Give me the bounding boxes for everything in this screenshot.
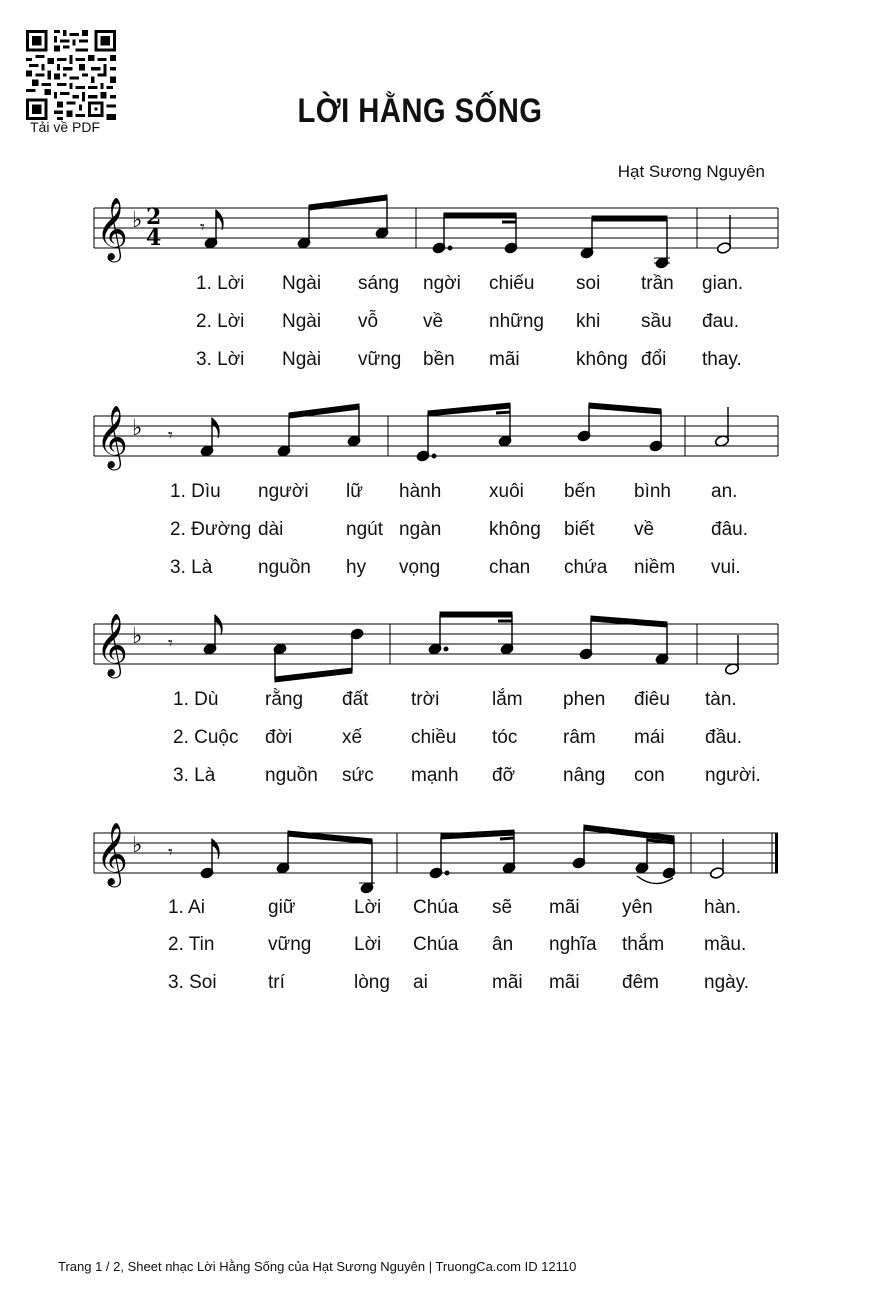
lyric-line-system-4-verse-2 xyxy=(0,934,875,958)
staff-2 xyxy=(94,393,784,488)
lyric-syllable: trí xyxy=(268,972,285,993)
eighth-rest-icon: 𝄾 xyxy=(200,217,205,238)
lyric-line-system-2-verse-1 xyxy=(0,481,875,505)
lyric-syllable: những xyxy=(489,311,544,332)
lyric-syllable: bền xyxy=(423,349,455,370)
notes xyxy=(204,195,732,269)
lyric-syllable: soi xyxy=(576,273,601,294)
treble-clef-icon: 𝄞 xyxy=(96,197,128,260)
lyric-syllable: 1. Dìu xyxy=(170,481,221,502)
lyric-syllable: ngàn xyxy=(399,519,442,540)
lyric-syllable: đầu. xyxy=(705,727,742,748)
lyric-syllable: mầu. xyxy=(704,934,747,955)
staff-4 xyxy=(94,810,784,905)
lyric-syllable: Chúa xyxy=(413,897,459,918)
lyric-line-system-4-verse-1 xyxy=(0,897,875,921)
lyric-syllable: Lời xyxy=(354,934,382,955)
lyric-syllable: sẽ xyxy=(492,897,513,918)
lyric-syllable: xuôi xyxy=(489,481,524,502)
lyric-syllable: đêm xyxy=(622,972,659,993)
lyric-line-system-3-verse-1 xyxy=(0,689,875,713)
lyric-line-system-1-verse-3 xyxy=(0,349,875,373)
lyric-syllable: rằng xyxy=(265,689,304,710)
lyric-syllable: ai xyxy=(413,972,428,993)
lyric-syllable: 3. Là xyxy=(170,557,213,578)
notes xyxy=(203,612,740,682)
staff-3 xyxy=(94,601,784,696)
lyric-syllable: vui. xyxy=(711,557,741,578)
staff-1 xyxy=(94,185,784,280)
lyric-syllable: chứa xyxy=(564,557,608,578)
lyric-syllable: lòng xyxy=(354,972,390,993)
lyric-syllable: hành xyxy=(399,481,442,502)
song-title: LỜI HẰNG SỐNG xyxy=(297,92,543,130)
lyric-syllable: nguồn xyxy=(258,557,311,578)
page-footer: Trang 1 / 2, Sheet nhạc Lời Hằng Sống của Hạt Sương Nguyên | TruongCa.com ID 12110 xyxy=(58,1259,577,1274)
lyric-syllable: gian. xyxy=(702,273,744,294)
lyric-syllable: đất xyxy=(342,689,369,710)
lyric-syllable: niềm xyxy=(634,557,676,578)
treble-clef-icon: 𝄞 xyxy=(96,822,128,885)
lyric-syllable: chiếu xyxy=(489,273,535,294)
lyric-syllable: nâng xyxy=(563,765,606,786)
lyric-syllable: 2. Tin xyxy=(168,934,215,955)
composer: Hạt Sương Nguyên xyxy=(617,162,765,181)
flat-key-signature-icon: ♭ xyxy=(132,624,143,649)
lyric-syllable: con xyxy=(634,765,665,786)
lyric-syllable: 2. Cuộc xyxy=(173,727,239,748)
lyric-syllable: mái xyxy=(634,727,665,748)
lyric-syllable: phen xyxy=(563,689,606,710)
lyric-syllable: đau. xyxy=(702,311,739,332)
lyric-syllable: ngút xyxy=(346,519,383,540)
lyric-syllable: về xyxy=(634,519,655,540)
lyric-syllable: trời xyxy=(411,689,440,710)
lyric-syllable: mãi xyxy=(549,897,580,918)
lyric-syllable: chiều xyxy=(411,727,457,748)
lyric-syllable: vọng xyxy=(399,557,441,578)
lyric-line-system-3-verse-2 xyxy=(0,727,875,751)
lyric-syllable: mãi xyxy=(489,349,520,370)
lyric-syllable: sáng xyxy=(358,273,400,294)
lyric-syllable: giữ xyxy=(268,897,296,918)
lyric-syllable: lữ xyxy=(346,481,363,502)
lyric-syllable: người xyxy=(258,481,309,502)
lyric-syllable: biết xyxy=(564,519,595,540)
staff-system-1 xyxy=(94,185,784,280)
lyric-syllable: vững xyxy=(358,349,402,370)
lyric-syllable: không xyxy=(489,519,541,540)
staff-system-4 xyxy=(94,810,784,905)
notes xyxy=(200,825,725,894)
lyric-syllable: Chúa xyxy=(413,934,459,955)
lyric-syllable: mãi xyxy=(492,972,523,993)
staff-system-3 xyxy=(94,601,784,696)
eighth-rest-icon: 𝄾 xyxy=(168,633,173,654)
treble-clef-icon: 𝄞 xyxy=(96,613,128,676)
lyric-syllable: sức xyxy=(342,765,374,786)
lyric-syllable: xế xyxy=(342,727,363,748)
staff-system-2 xyxy=(94,393,784,488)
lyric-syllable: 2. Đường xyxy=(170,519,252,540)
lyric-syllable: khi xyxy=(576,311,601,332)
lyric-syllable: bình xyxy=(634,481,671,502)
lyric-syllable: 3. Là xyxy=(173,765,216,786)
lyric-syllable: hàn. xyxy=(704,897,741,918)
eighth-rest-icon: 𝄾 xyxy=(168,425,173,446)
treble-clef-icon: 𝄞 xyxy=(96,405,128,468)
time-signature-top: 2 xyxy=(146,204,162,230)
lyric-syllable: bến xyxy=(564,481,596,502)
lyric-line-system-2-verse-2 xyxy=(0,519,875,543)
lyric-syllable: vỗ xyxy=(358,311,379,332)
lyric-line-system-4-verse-3 xyxy=(0,972,875,996)
lyric-syllable: an. xyxy=(711,481,738,502)
lyric-syllable: Ngài xyxy=(282,349,322,370)
lyric-syllable: nguồn xyxy=(265,765,318,786)
lyric-syllable: nghĩa xyxy=(549,934,597,955)
lyric-syllable: 1. Lời xyxy=(196,273,245,294)
lyric-syllable: vững xyxy=(268,934,312,955)
flat-key-signature-icon: ♭ xyxy=(132,416,143,441)
lyric-syllable: lắm xyxy=(492,689,523,710)
lyric-syllable: thắm xyxy=(622,934,665,955)
eighth-rest-icon: 𝄾 xyxy=(168,842,173,863)
lyric-syllable: ân xyxy=(492,934,514,955)
lyric-syllable: 1. Dù xyxy=(173,689,219,710)
flat-key-signature-icon: ♭ xyxy=(132,833,143,858)
lyric-syllable: hy xyxy=(346,557,367,578)
lyric-syllable: 3. Soi xyxy=(168,972,217,993)
lyric-syllable: tàn. xyxy=(705,689,737,710)
lyric-syllable: trần xyxy=(641,273,674,294)
lyric-syllable: người. xyxy=(705,765,761,786)
flat-key-signature-icon: ♭ xyxy=(132,208,143,233)
time-signature-bottom: 4 xyxy=(146,225,162,251)
lyric-syllable: mạnh xyxy=(411,765,459,786)
lyric-syllable: râm xyxy=(563,727,596,748)
lyric-syllable: yên xyxy=(622,897,653,918)
lyric-line-system-1-verse-2 xyxy=(0,311,875,335)
lyric-syllable: về xyxy=(423,311,444,332)
lyric-syllable: ngày. xyxy=(704,972,750,993)
lyric-syllable: mãi xyxy=(549,972,580,993)
lyric-syllable: ngời xyxy=(423,273,461,294)
notes xyxy=(200,403,730,462)
lyric-line-system-3-verse-3 xyxy=(0,765,875,789)
lyric-line-system-2-verse-3 xyxy=(0,557,875,581)
lyric-syllable: 2. Lời xyxy=(196,311,245,332)
lyric-syllable: đỡ xyxy=(492,765,516,786)
lyric-syllable: Lời xyxy=(354,897,382,918)
lyric-syllable: điêu xyxy=(634,689,670,710)
lyric-syllable: thay. xyxy=(702,349,742,370)
lyric-syllable: 1. Ai xyxy=(168,897,205,918)
lyric-line-system-1-verse-1 xyxy=(0,273,875,297)
lyric-syllable: chan xyxy=(489,557,531,578)
lyric-syllable: Ngài xyxy=(282,273,322,294)
download-pdf-label[interactable]: Tải về PDF xyxy=(30,119,101,135)
lyric-syllable: 3. Lời xyxy=(196,349,245,370)
lyric-syllable: Ngài xyxy=(282,311,322,332)
lyric-syllable: đời xyxy=(265,727,293,748)
lyric-syllable: dài xyxy=(258,519,284,540)
lyric-syllable: tóc xyxy=(492,727,518,748)
lyric-syllable: sầu xyxy=(641,311,672,332)
lyric-syllable: đâu. xyxy=(711,519,748,540)
lyric-syllable: không xyxy=(576,349,628,370)
lyric-syllable: đổi xyxy=(641,349,667,370)
